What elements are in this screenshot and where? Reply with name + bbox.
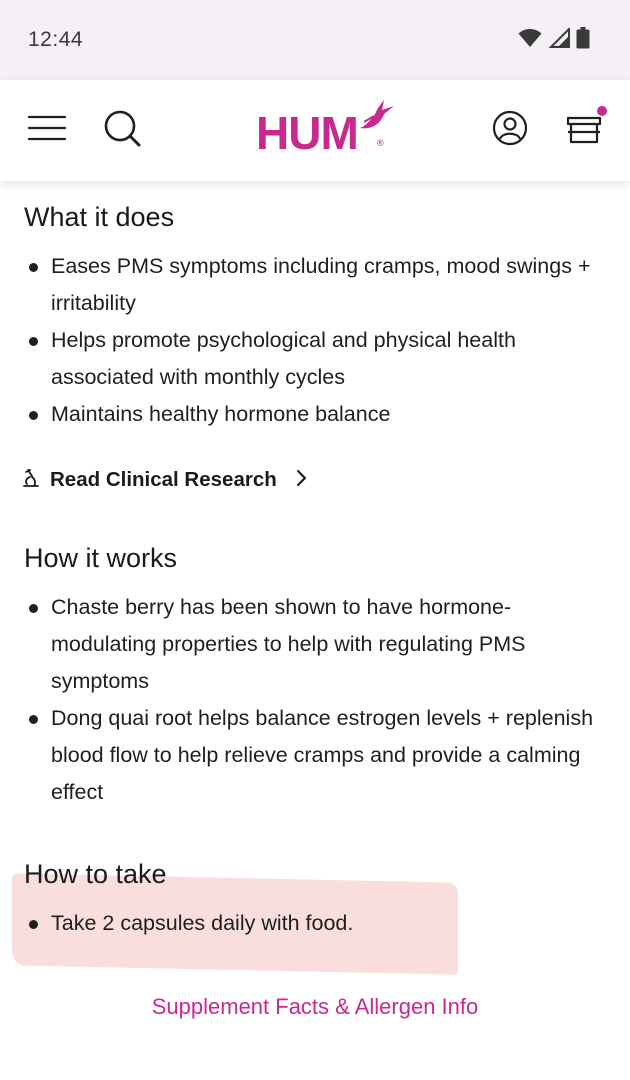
account-icon <box>492 110 528 151</box>
battery-icon <box>576 27 590 54</box>
bullet-icon <box>29 920 38 929</box>
research-link-label: Read Clinical Research <box>50 468 277 491</box>
list-item: Chaste berry has been shown to have hormone-modulating properties to help with regulating PMS symptoms <box>24 589 604 700</box>
how-it-works-list <box>24 589 604 811</box>
chevron-right-icon <box>295 469 307 492</box>
logo-registered-mark: ® <box>377 138 384 148</box>
status-icons <box>518 28 590 52</box>
list-item: Eases PMS symptoms including cramps, mood swings + irritability <box>24 248 604 322</box>
status-time: 12:44 <box>28 28 84 51</box>
signal-icon <box>548 28 570 53</box>
microscope-icon <box>22 468 40 493</box>
hum-logo[interactable] <box>256 100 398 160</box>
top-nav-header <box>0 80 630 181</box>
account-button[interactable] <box>490 110 530 150</box>
list-item: Take 2 capsules daily with food. <box>24 905 604 942</box>
list-item: Maintains healthy hormone balance <box>24 396 604 433</box>
what-it-does-list <box>24 248 604 433</box>
how-it-works-title: How it works <box>24 543 178 573</box>
what-it-does-title: What it does <box>24 202 175 232</box>
how-to-take-title: How to take <box>24 859 167 889</box>
list-item: Helps promote psychological and physical health associated with monthly cycles <box>24 322 604 396</box>
list-item: Dong quai root helps balance estrogen levels + replenish blood flow to help relieve cramps and provide a calming effect <box>24 700 604 811</box>
menu-icon <box>27 115 67 146</box>
bullet-icon <box>29 263 38 272</box>
bullet-icon <box>29 715 38 724</box>
box-cart-icon <box>564 110 604 151</box>
hummingbird-icon <box>356 98 396 141</box>
bullet-icon <box>29 337 38 346</box>
bullet-icon <box>29 411 38 420</box>
cart-badge-dot <box>597 106 607 116</box>
search-button[interactable] <box>100 108 144 152</box>
wifi-icon <box>518 28 542 53</box>
menu-button[interactable] <box>26 111 68 149</box>
search-icon <box>102 108 142 153</box>
logo-text: HUM <box>256 107 358 159</box>
how-to-take-list <box>24 905 604 942</box>
status-bar <box>0 0 630 80</box>
read-clinical-research-link[interactable] <box>22 465 307 495</box>
supplement-facts-link[interactable]: Supplement Facts & Allergen Info <box>151 994 479 1019</box>
bullet-icon <box>29 604 38 613</box>
